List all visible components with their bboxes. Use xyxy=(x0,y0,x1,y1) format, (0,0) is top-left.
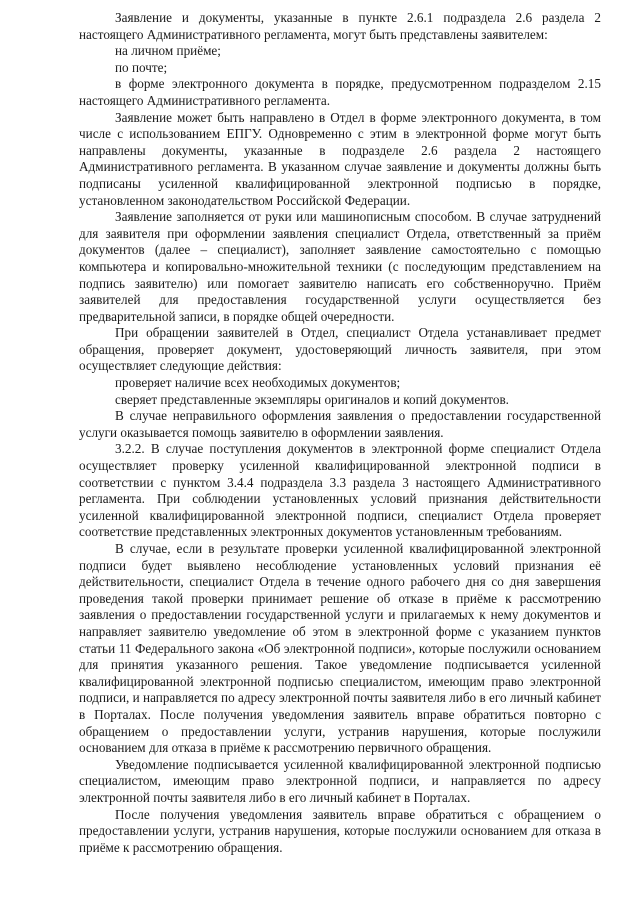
paragraph-notification-signing: Уведомление подписывается усиленной квалифицированной электронной подписью специалистом, имеющим право электронной подписи, и направляется по адресу электронной почты заявителя либо в его личный кабинет в Порталах. xyxy=(79,756,601,805)
paragraph-after-notification: После получения уведомления заявитель вправе обратиться с обращением о предоставлении услуги, устранив нарушения, которые послужили основанием для отказа в приёме к рассмотрению обращения. xyxy=(79,806,601,855)
paragraph-electronic-submission: Заявление может быть направлено в Отдел в форме электронного документа, в том числе с использованием ЕПГУ. Одновременно с этим в электронной форме могут быть направлены документы, указанные в подразделе 2.6 раздела 2 настоящего Административного регламента. В указанном случае заявление и документы должны быть подписаны усиленной квалифицированной электронной подписью в порядке, установленном законодательством Российской Федерации. xyxy=(79,109,601,208)
list-item-by-mail: по почте; xyxy=(115,59,168,75)
list-item-check-documents: проверяет наличие всех необходимых документов; xyxy=(115,375,401,391)
paragraph-signature-invalid: В случае, если в результате проверки усиленной квалифицированной электронной подписи будет выявлено несоблюдение установленных условий признания её действительности, специалист Отдела в течение одного рабочего дня со дня завершения проведения такой проверки принимает решение об отказе в приёме к рассмотрению заявления о предоставлении государственной услуги и прилагаемых к нему документов и направляет заявителю уведомление об этом в электронной форме с указанием пунктов статьи 11 Федерального закона «Об электронной подписи», которые послужили основанием для принятия указанного решения. Такое уведомление подписывается усиленной квалифицированной электронной подписью специалистом, имеющим право электронной подписи, и направляется по адресу электронной почты заявителя либо в его личный кабинет в Порталах. После получения уведомления заявитель вправе обратиться повторно с обращением о предоставлении услуги, устранив нарушения, которые послужили основанием для отказа в приёме к рассмотрению первичного обращения. xyxy=(79,541,601,756)
document-body xyxy=(79,10,601,856)
list-item-in-person: на личном приёме; xyxy=(115,43,221,59)
paragraph-incorrect-form: В случае неправильного оформления заявления о предоставлении государственной услуги оказывается помощь заявителю в оформлении заявления. xyxy=(79,408,601,440)
list-item-compare-copies: сверяет представленные экземпляры оригиналов и копий документов. xyxy=(115,391,509,407)
list-item-electronic: в форме электронного документа в порядке, предусмотренном подразделом 2.15 настоящего Административного регламента. xyxy=(79,76,601,108)
paragraph-specialist-actions: При обращении заявителей в Отдел, специалист Отдела устанавливает предмет обращения, проверяет документ, удостоверяющий личность заявителя, при этом осуществляет следующие действия: xyxy=(79,325,601,374)
paragraph-form-filling: Заявление заполняется от руки или машинописным способом. В случае затруднений для заявителя при оформлении заявления специалист Отдела, ответственный за приём документов (далее – специалист), заполняет заявление самостоятельно с помощью компьютера и копировально-множительной техники (с последующим представлением на подпись заявителю) или помогает заявителю написать его собственноручно. Приём заявителей для предоставления государственной услуги осуществляется без предварительной записи, в порядке общей очередности. xyxy=(79,209,601,324)
paragraph-submission-methods: Заявление и документы, указанные в пункте 2.6.1 подраздела 2.6 раздела 2 настоящего Административного регламента, могут быть представлены заявителем: xyxy=(79,10,601,42)
paragraph-3-2-2: 3.2.2. В случае поступления документов в электронной форме специалист Отдела осуществляет проверку усиленной квалифицированной электронной подписи в соответствии с пунктом 3.4.4 подраздела 3.3 раздела 3 настоящего Административного регламента. При соблюдении установленных условий признания действительности усиленной квалифицированной электронной подписи, специалист Отдела проверяет соответствие представленных электронных документов установленным требованиям. xyxy=(79,441,601,540)
